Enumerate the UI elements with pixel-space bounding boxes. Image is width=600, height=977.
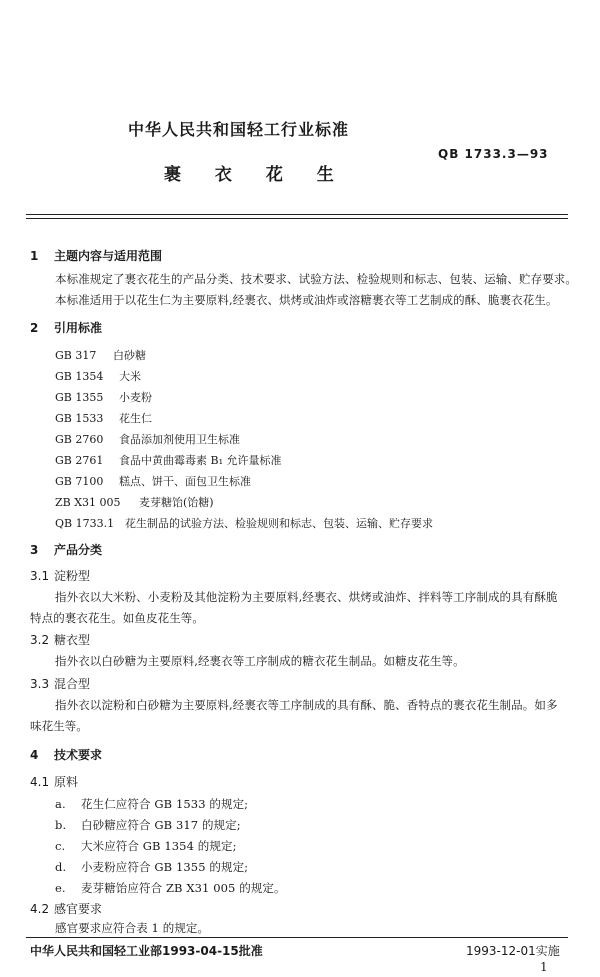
section-1-paragraph: 本标准适用于以花生仁为主要原料,经裹衣、烘烤或油炸或溶糖裹衣等工艺制成的酥、脆裹衣花生。: [55, 293, 558, 307]
section-number: 3: [30, 543, 39, 557]
section-3-heading: [30, 541, 102, 558]
reference-item: [55, 515, 433, 531]
paragraph-line: 特点的裹衣花生。如鱼皮花生等。: [30, 611, 204, 625]
section-title: 主题内容与适用范围: [54, 249, 163, 263]
subsection-number: 4.2: [30, 902, 50, 916]
list-item: [55, 880, 286, 896]
list-text: 白砂糖应符合 GB 317 的规定;: [81, 818, 241, 832]
reference-code: GB 1355: [55, 391, 104, 404]
reference-item: [55, 494, 214, 510]
reference-item: [55, 368, 141, 384]
reference-code: GB 2760: [55, 433, 104, 446]
reference-code: GB 2761: [55, 454, 104, 467]
section-4-heading: [30, 746, 102, 763]
header-rule: [26, 214, 568, 219]
subsection-title: 原料: [54, 775, 79, 789]
section-number: 1: [30, 249, 39, 263]
section-title: 产品分类: [54, 543, 103, 557]
reference-code: GB 1533: [55, 412, 104, 425]
standard-category-title: 中华人民共和国轻工行业标准: [128, 120, 350, 139]
reference-code: ZB X31 005: [55, 496, 121, 509]
section-number: 4: [30, 748, 39, 762]
subsection-title: 混合型: [54, 677, 91, 691]
reference-item: [55, 431, 240, 447]
paragraph-line: 味花生等。: [30, 719, 88, 733]
reference-name: 白砂糖: [113, 349, 146, 362]
list-item: [55, 817, 241, 833]
subsection-number: 4.1: [30, 775, 50, 789]
subsection-title: 感官要求: [54, 902, 103, 916]
list-marker: b.: [55, 818, 67, 832]
reference-name: 大米: [119, 370, 141, 383]
section-title: 技术要求: [54, 748, 103, 762]
reference-code: QB 1733.1: [55, 517, 115, 530]
list-marker: d.: [55, 860, 67, 874]
reference-item: [55, 389, 152, 405]
subsection-number: 3.2: [30, 633, 50, 647]
reference-name: 糕点、饼干、面包卫生标准: [119, 475, 251, 488]
reference-name: 食品添加剂使用卫生标准: [119, 433, 240, 446]
paragraph-line: 感官要求应符合表 1 的规定。: [55, 921, 210, 935]
reference-name: 花生制品的试验方法、检验规则和标志、包装、运输、贮存要求: [125, 517, 433, 530]
approval-text: 中华人民共和国轻工业部1993-04-15批准: [30, 944, 263, 958]
standard-number: QB 1733.3—93: [438, 147, 549, 161]
section-number: 2: [30, 321, 39, 335]
reference-item: [55, 452, 282, 468]
paragraph-line: 指外衣以大米粉、小麦粉及其他淀粉为主要原料,经裹衣、烘烤或油炸、拌料等工序制成的具有酥脆: [55, 590, 558, 604]
reference-item: [55, 347, 146, 363]
paragraph-line: 指外衣以白砂糖为主要原料,经裹衣等工序制成的糖衣花生制品。如糖皮花生等。: [55, 654, 465, 668]
section-title: 引用标准: [54, 321, 103, 335]
subsection-heading: [30, 900, 102, 917]
section-2-heading: [30, 319, 102, 336]
footer-rule: [26, 937, 568, 938]
section-1-paragraph: 本标准规定了裹衣花生的产品分类、技术要求、试验方法、检验规则和标志、包装、运输、贮存要求。: [55, 272, 577, 286]
list-marker: e.: [55, 881, 66, 895]
subsection-number: 3.3: [30, 677, 50, 691]
subsection-title: 糖衣型: [54, 633, 91, 647]
reference-name: 花生仁: [119, 412, 152, 425]
subsection-heading: [30, 631, 90, 648]
list-text: 小麦粉应符合 GB 1355 的规定;: [81, 860, 249, 874]
list-text: 麦芽糖饴应符合 ZB X31 005 的规定。: [81, 881, 286, 895]
reference-name: 食品中黄曲霉毒素 B₁ 允许量标准: [119, 454, 282, 467]
reference-item: [55, 473, 251, 489]
implementation-date: 1993-12-01实施: [466, 944, 560, 958]
reference-code: GB 317: [55, 349, 97, 362]
subsection-heading: [30, 567, 90, 584]
list-item: [55, 838, 237, 854]
subsection-heading: [30, 773, 78, 790]
list-item: [55, 859, 248, 875]
section-1-heading: [30, 247, 162, 264]
list-item: [55, 796, 248, 812]
reference-item: [55, 410, 152, 426]
subsection-title: 淀粉型: [54, 569, 91, 583]
reference-name: 小麦粉: [119, 391, 152, 404]
reference-code: GB 1354: [55, 370, 104, 383]
list-marker: a.: [55, 797, 66, 811]
paragraph-line: 指外衣以淀粉和白砂糖为主要原料,经裹衣等工序制成的具有酥、脆、香特点的裹衣花生制品。如多: [55, 698, 558, 712]
list-marker: c.: [55, 839, 66, 853]
list-text: 大米应符合 GB 1354 的规定;: [81, 839, 237, 853]
reference-name: 麦芽糖饴(饴糖): [139, 496, 214, 509]
list-text: 花生仁应符合 GB 1533 的规定;: [81, 797, 249, 811]
subsection-heading: [30, 675, 90, 692]
document-title: 裹 衣 花 生: [164, 165, 348, 185]
page-number: 1: [540, 960, 548, 974]
subsection-number: 3.1: [30, 569, 50, 583]
reference-code: GB 7100: [55, 475, 104, 488]
